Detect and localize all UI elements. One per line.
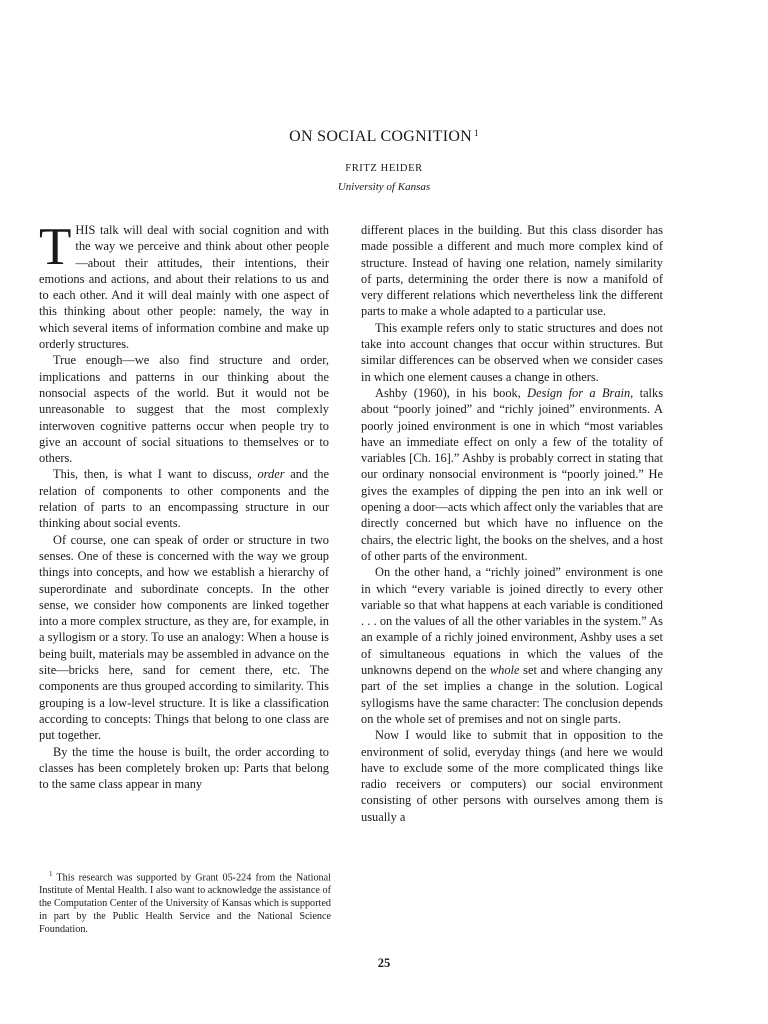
paragraph: By the time the house is built, the order according to classes has been completely broken up: Parts that belong to the same class appear in many	[39, 744, 329, 792]
article-title	[0, 128, 768, 146]
paragraph	[39, 466, 329, 531]
author-name: FRITZ HEIDER	[345, 163, 423, 174]
footnote-body: This research was supported by Grant 05-224 from the National Institute of Mental Health. I also want to acknowledge the assistance of the Computation Center of the University of Kansas which is supported in part by the Public Health Service and the National Science Foundation.	[39, 872, 331, 936]
paragraph: This example refers only to static structures and does not take into account changes that occur within structures. But similar differences can be observed when we consider cases in which one element causes a change in others.	[361, 320, 663, 384]
paragraph-text: talks about “poorly joined” and “richly joined” environments. A poorly joined environment is one in which “most variables have an immediate effect on only a few of the totality of variables [Ch. 16].” Ashby is probably correct in stating that our ordinary nonsocial environment is “poorly joined.” He gives the examples of dipping the pen into an ink well or opening a door—acts which affect only the variables that are directly concerned but which have no influence on the chairs, the electric light, the books on the shelves, and a host of other parts of the environment.	[361, 385, 664, 563]
paragraph-text: set and where changing any part of the set implies a change in the solution. Logical syllogisms have the same character: The conclusion depends on the whole set of premises and not on single parts.	[361, 663, 663, 726]
paragraph	[361, 564, 663, 727]
paragraph-text: On the other hand, a “richly joined” environment is one in which “every variable is joined directly to every other variable so that what happens at each variable is conditioned . . . on the values of all the other variables in the system.” As an example of a richly joined environment, Ashby uses a set of simultaneous equations in which the values of the unknowns depend on the	[361, 565, 663, 678]
emphasis-text: order	[257, 467, 285, 482]
paragraph: different places in the building. But this class disorder has made possible a different and much more complex kind of structure. Instead of having one relation, namely similarity of parts, determining the order there is now a manifold of very different relations which nevertheless link the different parts to make a whole adapted to a particular use.	[361, 223, 663, 319]
paragraph-text: This, then, is what I want to discuss,	[53, 467, 258, 482]
paragraph: Of course, one can speak of order or structure in two senses. One of these is concerned with the way we group things into concepts, and how we establish a hierarchy of superordinate and subordinate concepts. In the other sense, we consider how components are linked together into a more complex structure, as they are, for example, in a syllogism or a story. To use an analogy: When a house is being built, materials may be assembled in advance on the site—bricks here, sand for cement there, etc. The components are thus grouped according to similarity. This grouping is a low-level structure. It is like a classification according to concepts: Things that belong to one class are put together.	[39, 532, 329, 743]
right-column	[361, 222, 663, 825]
emphasis-text: whole	[489, 663, 520, 678]
paragraph: True enough—we also find structure and order, implications and patterns in our thinking about the nonsocial aspects of the world. But it would not be unreasonable to suggest that the most complexly interwoven cognitive patterns occur when people try to give an account of social situations to themselves or to others.	[39, 353, 329, 466]
left-column	[39, 218, 329, 792]
title-text: ON SOCIAL COGNITION	[289, 128, 473, 145]
title-footnote-mark: 1	[474, 128, 479, 138]
paragraph-text: Ashby (1960), in his book,	[375, 385, 528, 400]
footnote-text	[39, 868, 331, 936]
author-affiliation: University of Kansas	[337, 181, 431, 193]
paragraph-text: and the relation of components to other components and the relation of parts to an encompassing structure in our thinking about social events.	[39, 467, 329, 531]
paragraph	[39, 218, 329, 352]
paragraph: Now I would like to submit that in opposition to the environment of solid, everyday things (and here we would have to exclude some of the more complicated things like radio receivers or computers) our social environment consisting of other persons with ourselves among them is usually a	[361, 728, 663, 824]
page-number: 25	[377, 956, 391, 970]
paragraph-text: HIS talk will deal with social cognition and with the way we perceive and think about other people—about their attitudes, their intentions, their emotions and actions, and about their relations to us and to each other. And it will deal mainly with one aspect of this thinking about other people: namely, the way in which several items of information combine and make up orderly structures.	[39, 223, 329, 352]
footnote-mark: 1	[49, 870, 53, 878]
book-title: Design for a Brain,	[527, 385, 634, 400]
paragraph	[361, 385, 663, 564]
drop-cap: T	[39, 218, 72, 276]
footnote	[39, 868, 331, 936]
